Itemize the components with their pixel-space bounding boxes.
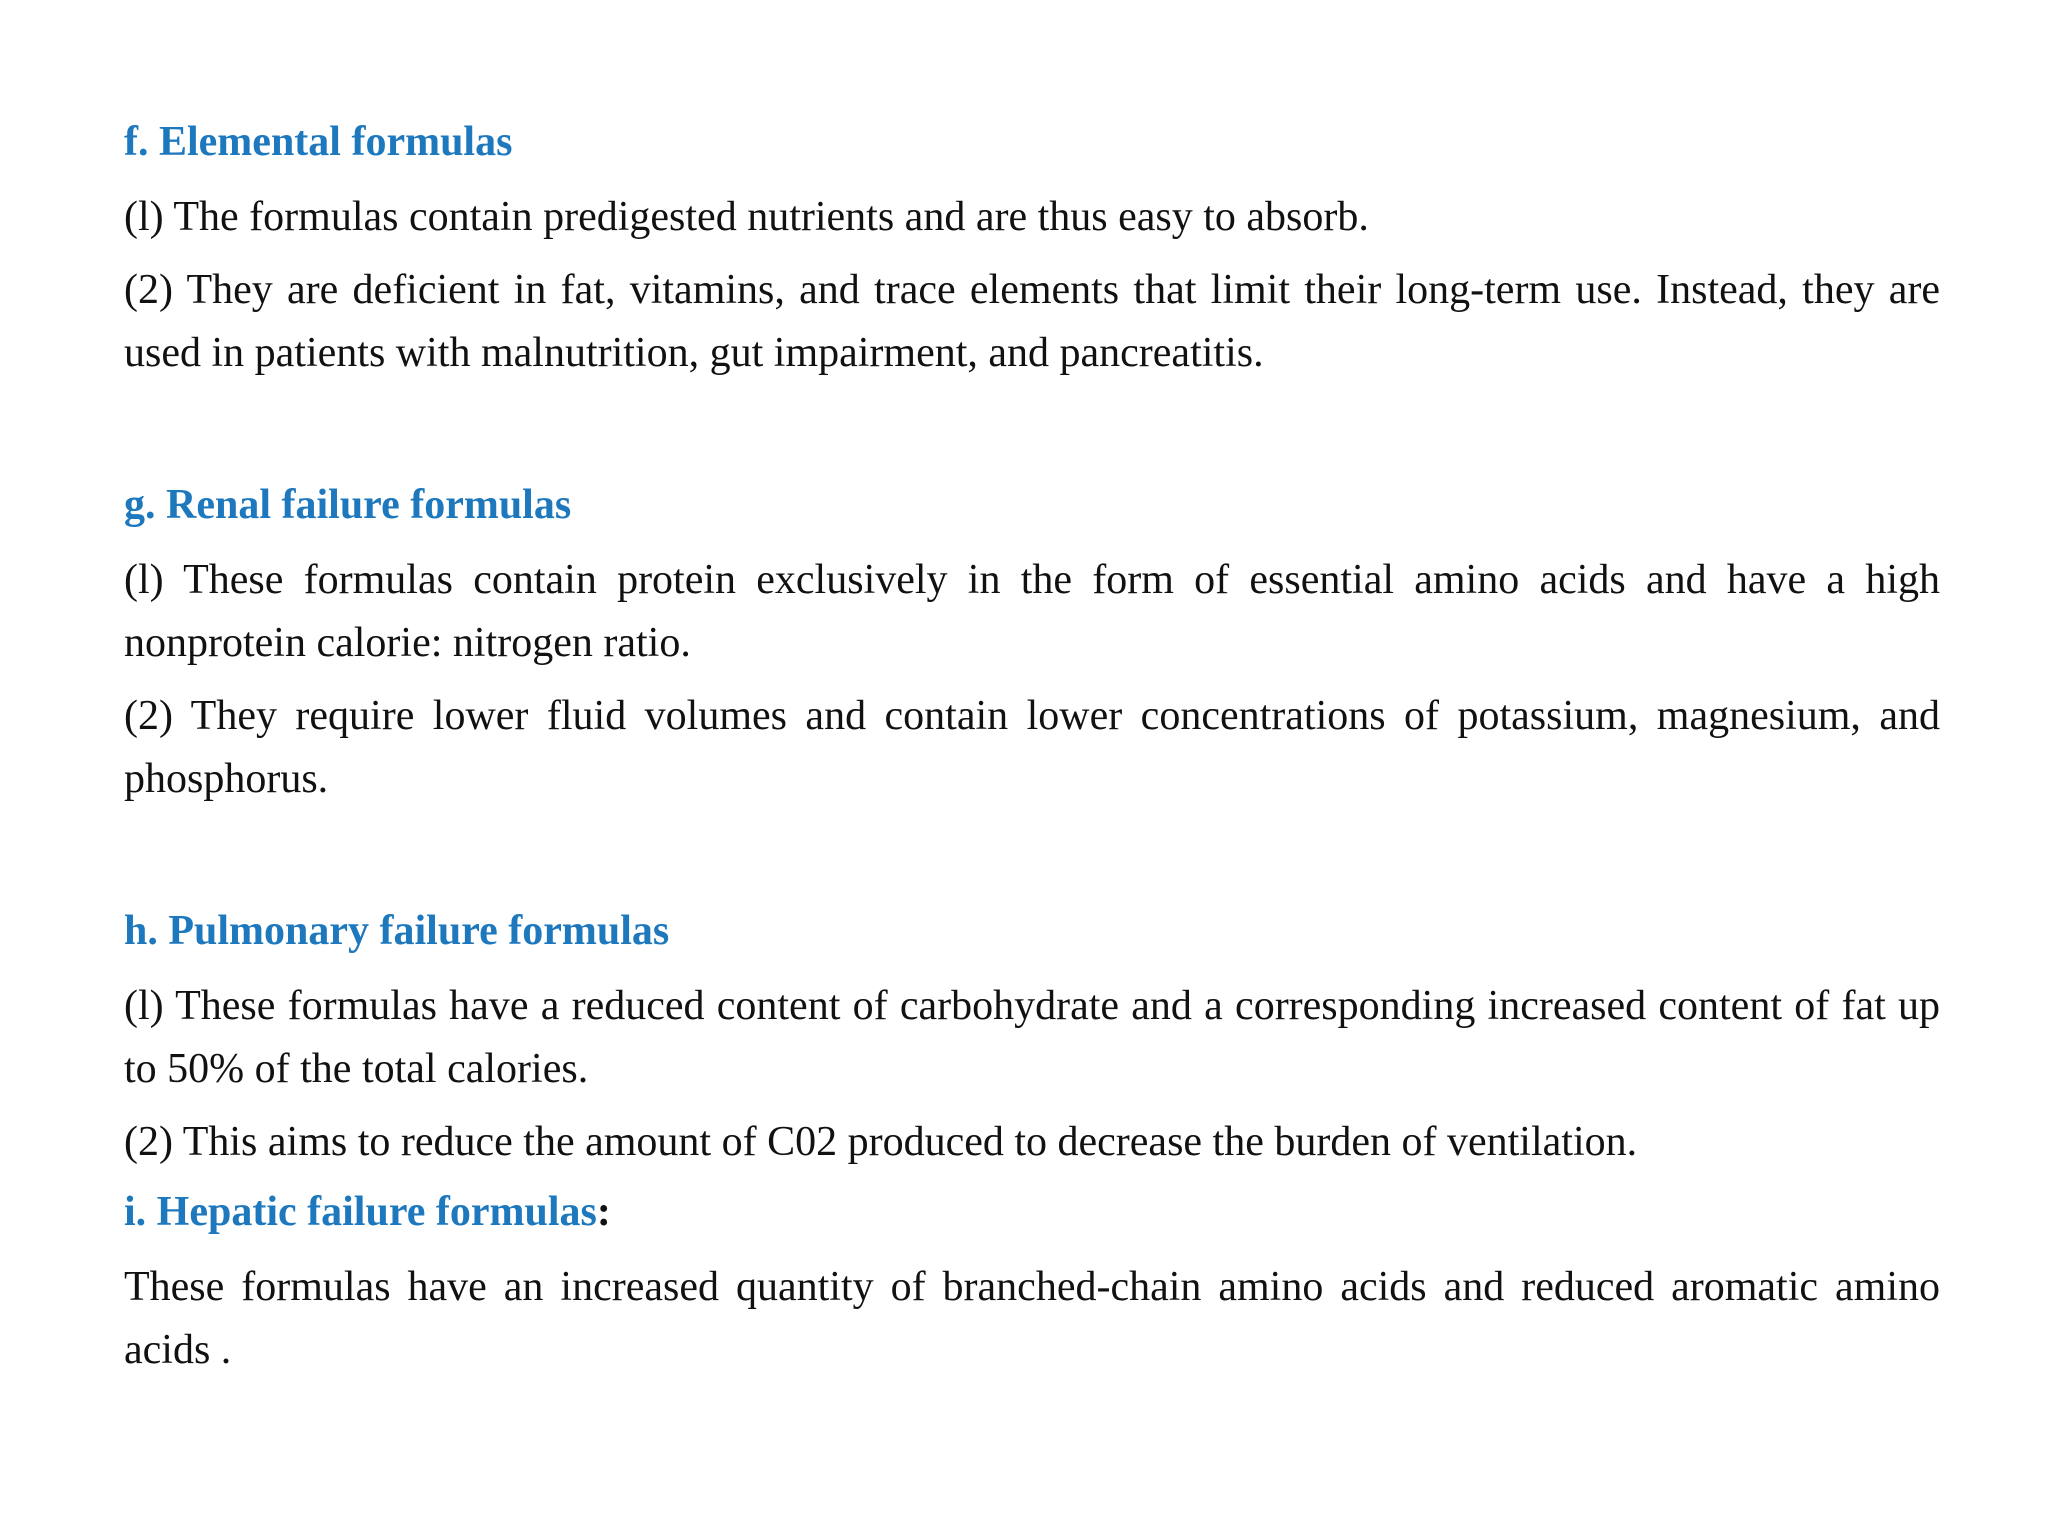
paragraph: (l) The formulas contain predigested nutrients and are thus easy to absorb.	[124, 194, 1369, 240]
paragraph: These formulas have an increased quantity of branched-chain amino acids and reduced aromatic amino acids .	[124, 1264, 1940, 1373]
section-spacer	[124, 821, 1940, 903]
section-spacer	[124, 395, 1940, 477]
paragraph: (2) This aims to reduce the amount of C02 produced to decrease the burden of ventilation.	[124, 1119, 1638, 1165]
section-heading: h. Pulmonary failure formulas	[124, 908, 670, 954]
section-heading-text: i. Hepatic failure formulas	[124, 1189, 597, 1235]
paragraph: (2) They are deficient in fat, vitamins, and trace elements that limit their long-term use. Instead, they are used in patients with malnutrition, gut impairment, and pancreatitis.	[124, 267, 1940, 376]
document-body	[124, 114, 1940, 1392]
section-pulmonary-failure-formulas	[124, 903, 1940, 1174]
section-heading	[124, 1184, 1940, 1240]
section-heading-colon: :	[596, 1189, 611, 1235]
paragraph: (l) These formulas contain protein exclusively in the form of essential amino acids and have a high nonprotein calorie: nitrogen ratio.	[124, 557, 1940, 666]
paragraph: (l) These formulas have a reduced content of carbohydrate and a corresponding increased content of fat up to 50% of the total calories.	[124, 983, 1940, 1092]
section-elemental-formulas	[124, 114, 1940, 385]
section-renal-failure-formulas	[124, 477, 1940, 811]
section-hepatic-failure-formulas	[124, 1184, 1940, 1382]
section-heading: f. Elemental formulas	[124, 119, 513, 165]
section-heading: g. Renal failure formulas	[124, 482, 572, 528]
paragraph: (2) They require lower fluid volumes and contain lower concentrations of potassium, magnesium, and phosphorus.	[124, 693, 1940, 802]
